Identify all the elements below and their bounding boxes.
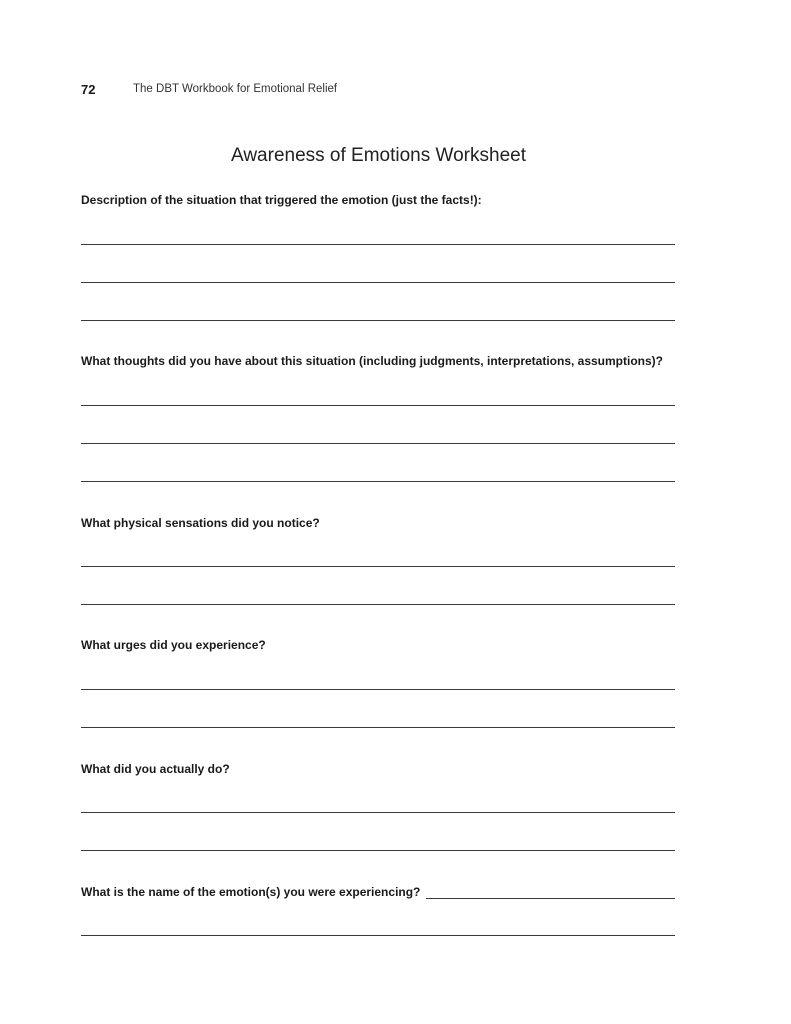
question-1-prompt: Description of the situation that triggered the emotion (just the facts!):: [81, 193, 482, 207]
question-5-prompt: What did you actually do?: [81, 762, 230, 776]
question-1-answer-line-2[interactable]: [81, 282, 675, 283]
question-6-prompt: What is the name of the emotion(s) you were experiencing?: [81, 885, 421, 899]
running-header: [81, 80, 337, 98]
question-4-prompt: What urges did you experience?: [81, 638, 266, 652]
page-number: 72: [81, 81, 96, 97]
question-1-answer-line-1[interactable]: [81, 244, 675, 245]
question-2-answer-line-3[interactable]: [81, 481, 675, 482]
question-3-prompt: What physical sensations did you notice?: [81, 516, 320, 530]
question-3-answer-line-2[interactable]: [81, 604, 675, 605]
question-4-answer-line-2[interactable]: [81, 727, 675, 728]
question-2-answer-line-2[interactable]: [81, 443, 675, 444]
question-6-inline-answer-line[interactable]: [426, 884, 675, 899]
question-5-answer-line-1[interactable]: [81, 812, 675, 813]
question-1-answer-line-3[interactable]: [81, 320, 675, 321]
question-2-answer-line-1[interactable]: [81, 405, 675, 406]
question-6-row: [81, 884, 675, 899]
question-3-answer-line-1[interactable]: [81, 566, 675, 567]
question-5-answer-line-2[interactable]: [81, 850, 675, 851]
question-6-answer-line-1[interactable]: [81, 935, 675, 936]
question-2-prompt: What thoughts did you have about this situation (including judgments, interpretations, assumptions)?: [81, 354, 663, 368]
book-title: The DBT Workbook for Emotional Relief: [133, 83, 338, 95]
question-4-answer-line-1[interactable]: [81, 689, 675, 690]
worksheet-title: Awareness of Emotions Worksheet: [231, 145, 526, 166]
